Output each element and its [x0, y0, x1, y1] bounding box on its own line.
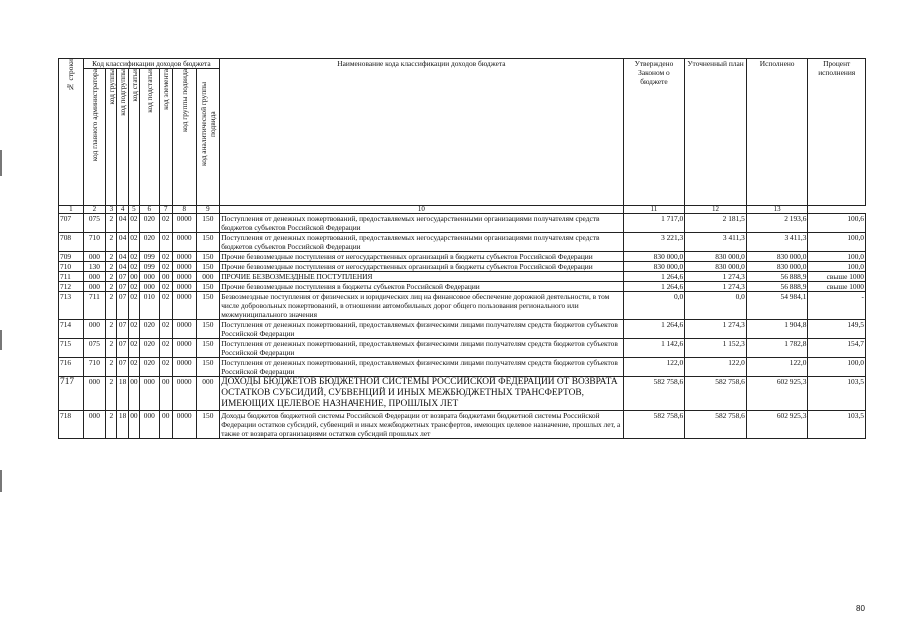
- row-number-cell: 709: [59, 252, 84, 262]
- subarticle-code-cell: 020: [140, 233, 160, 252]
- subarticle-code-cell: 020: [140, 358, 160, 377]
- approved-amount-cell: 0,0: [623, 292, 685, 320]
- group-code-cell: 2: [106, 214, 117, 233]
- table-row: [59, 214, 866, 233]
- subgroup-code-cell: 04: [118, 252, 127, 261]
- code-col-header: код группы: [106, 69, 117, 206]
- plan-amount-cell: 1 274,3: [685, 282, 747, 292]
- analytic-group-code-cell: 150: [196, 214, 220, 233]
- executed-amount-cell: 2 193,6: [746, 214, 808, 233]
- subtype-group-code-cell: 0000: [172, 214, 196, 233]
- scan-edge-mark: [0, 330, 2, 350]
- column-number-cell: 1: [59, 206, 84, 214]
- group-code-cell: 2: [106, 233, 117, 252]
- percent-header: Процент исполнения: [808, 59, 866, 206]
- table-row: [59, 252, 866, 262]
- subtype-group-code-cell: 0000: [172, 339, 196, 358]
- subarticle-code-cell: 010: [140, 292, 160, 320]
- group-code-cell: 2: [106, 339, 117, 358]
- subarticle-code-cell: 000: [140, 272, 160, 282]
- column-number-cell: 4: [117, 206, 128, 214]
- column-number-cell: 13: [746, 206, 808, 214]
- done-header: Исполнено: [746, 59, 808, 206]
- plan-amount-cell: 122,0: [685, 358, 747, 377]
- column-number-cell: 10: [220, 206, 623, 214]
- subarticle-code-cell: 020: [140, 339, 160, 358]
- approved-amount-cell: 3 221,3: [623, 233, 685, 252]
- column-number-cell: 2: [83, 206, 106, 214]
- article-code-cell: 02: [128, 214, 139, 233]
- subtype-group-code-cell: 0000: [172, 252, 196, 262]
- table-row: [59, 282, 866, 292]
- percent-cell: 149,5: [808, 320, 866, 339]
- group-code-cell: 2: [106, 272, 117, 282]
- group-code-cell: 2: [106, 377, 117, 411]
- row-number-cell: 713: [59, 292, 84, 320]
- table-row: [59, 233, 866, 252]
- name-header: Наименование кода классификации доходов бюджета: [220, 59, 623, 206]
- percent-cell: 103,5: [808, 377, 866, 411]
- page-number: 80: [856, 604, 865, 613]
- analytic-group-code-cell: 150: [196, 262, 220, 272]
- analytic-group-code-cell: 150: [196, 339, 220, 358]
- admin-code-cell: 711: [83, 292, 106, 320]
- approved-amount-cell: 830 000,0: [623, 262, 685, 272]
- subgroup-code-cell: 07: [118, 272, 127, 281]
- plan-amount-cell: 582 758,6: [685, 411, 747, 439]
- row-number-cell: 716: [59, 358, 84, 377]
- subtype-group-code-cell: 0000: [172, 320, 196, 339]
- table-row: [59, 377, 866, 411]
- table-row: [59, 339, 866, 358]
- admin-code-cell: 000: [83, 377, 106, 411]
- column-number-cell: 9: [196, 206, 220, 214]
- admin-code-cell: 075: [83, 339, 106, 358]
- group-code-cell: 2: [106, 358, 117, 377]
- element-code-cell: 02: [159, 233, 172, 252]
- percent-cell: 103,5: [808, 411, 866, 439]
- column-number-cell: 6: [140, 206, 160, 214]
- subgroup-code-cell: 04: [118, 262, 127, 271]
- subgroup-code-cell: 07: [117, 292, 128, 320]
- subtype-group-code-cell: 0000: [172, 262, 196, 272]
- row-number-cell: 714: [59, 320, 84, 339]
- percent-cell: свыше 1000: [808, 282, 866, 292]
- executed-amount-cell: 1 782,8: [746, 339, 808, 358]
- approved-amount-cell: 122,0: [623, 358, 685, 377]
- subarticle-code-cell: 000: [140, 377, 160, 411]
- analytic-group-code-cell: 150: [196, 411, 220, 439]
- percent-cell: 100,6: [808, 214, 866, 233]
- article-code-cell: 00: [128, 377, 139, 411]
- row-number-cell: 708: [59, 233, 84, 252]
- article-code-cell: 02: [130, 252, 138, 261]
- element-code-cell: 02: [159, 339, 172, 358]
- article-code-cell: 02: [128, 233, 139, 252]
- code-col-header: код подстатьи: [140, 69, 160, 206]
- element-code-cell: 00: [159, 272, 172, 282]
- column-number-cell: 11: [623, 206, 685, 214]
- percent-cell: 154,7: [808, 339, 866, 358]
- subgroup-code-cell: 18: [117, 377, 128, 411]
- plan-amount-cell: 1 152,3: [685, 339, 747, 358]
- group-code-cell: 2: [106, 262, 117, 272]
- article-code-cell: 02: [128, 358, 139, 377]
- group-code-cell: 2: [106, 282, 117, 292]
- approved-amount-cell: 1 264,6: [623, 320, 685, 339]
- scan-edge-mark: [0, 150, 2, 176]
- column-number-cell: 12: [685, 206, 747, 214]
- revenue-name-cell: Безвозмездные поступления от физических и юридических лиц на финансовое обеспечение дорожной деятельности, в том числе добровольных пожертвований, в отношении автомобильных дорог общего пользования регионального или межмуниципального значения: [220, 292, 623, 320]
- revenue-name-cell: ПРОЧИЕ БЕЗВОЗМЕЗДНЫЕ ПОСТУПЛЕНИЯ: [220, 272, 623, 282]
- table-row: [59, 262, 866, 272]
- subgroup-code-cell: 07: [118, 282, 127, 291]
- table-row: [59, 411, 866, 439]
- percent-cell: 100,0: [808, 233, 866, 252]
- subgroup-code-cell: 07: [117, 358, 128, 377]
- revenue-name-cell: Прочие безвозмездные поступления от негосударственных организаций в бюджеты субъектов Российской Федерации: [220, 252, 623, 262]
- analytic-group-code-cell: 150: [196, 252, 220, 262]
- subgroup-code-cell: 07: [117, 339, 128, 358]
- subtype-group-code-cell: 0000: [172, 377, 196, 411]
- executed-amount-cell: 830 000,0: [746, 252, 808, 262]
- admin-code-cell: 000: [83, 411, 106, 439]
- subtype-group-code-cell: 0000: [172, 282, 196, 292]
- analytic-group-code-cell: 150: [196, 320, 220, 339]
- row-number-cell: 707: [59, 214, 84, 233]
- budget-revenue-table: [58, 58, 866, 439]
- subtype-group-code-cell: 0000: [172, 272, 196, 282]
- element-code-cell: 00: [159, 411, 172, 439]
- element-code-cell: 00: [159, 377, 172, 411]
- row-number-cell: 710: [59, 262, 84, 272]
- admin-code-cell: 000: [83, 252, 106, 262]
- plan-header: Уточненный план: [685, 59, 747, 206]
- executed-amount-cell: 56 888,9: [746, 282, 808, 292]
- revenue-name-cell: Поступления от денежных пожертвований, предоставляемых негосударственными организациями получателям средств бюджетов субъектов Российской Федерации: [220, 214, 623, 233]
- admin-code-cell: 130: [83, 262, 106, 272]
- subtype-group-code-cell: 0000: [172, 233, 196, 252]
- element-code-cell: 02: [159, 320, 172, 339]
- row-number-cell: 712: [59, 282, 84, 292]
- table-row: [59, 320, 866, 339]
- percent-cell: 100,0: [808, 262, 866, 272]
- approved-amount-cell: 1 264,6: [623, 272, 685, 282]
- approved-amount-cell: 582 758,6: [623, 411, 685, 439]
- row-number-cell: 711: [59, 272, 84, 282]
- plan-amount-cell: 1 274,3: [685, 320, 747, 339]
- approved-amount-cell: 582 758,6: [623, 377, 685, 411]
- subarticle-code-cell: 099: [140, 262, 160, 272]
- plan-amount-cell: 1 274,3: [685, 272, 747, 282]
- executed-amount-cell: 56 888,9: [746, 272, 808, 282]
- article-code-cell: 00: [128, 411, 139, 439]
- code-col-header: код элемента: [159, 69, 172, 206]
- plan-amount-cell: 3 411,3: [685, 233, 747, 252]
- approved-amount-cell: 1 717,0: [623, 214, 685, 233]
- plan-amount-cell: 830 000,0: [685, 262, 747, 272]
- subarticle-code-cell: 099: [140, 252, 160, 262]
- subtype-group-code-cell: 0000: [172, 358, 196, 377]
- plan-amount-cell: 582 758,6: [685, 377, 747, 411]
- approved-amount-cell: 1 142,6: [623, 339, 685, 358]
- group-code-cell: 2: [106, 411, 117, 439]
- percent-cell: свыше 1000: [808, 272, 866, 282]
- admin-code-cell: 710: [83, 358, 106, 377]
- subarticle-code-cell: 020: [140, 214, 160, 233]
- code-col-header: код подгруппы: [117, 69, 128, 206]
- analytic-group-code-cell: 000: [196, 377, 220, 411]
- revenue-name-cell: Поступления от денежных пожертвований, предоставляемых физическими лицами получателям средств бюджетов субъектов Российской Федерации: [220, 358, 623, 377]
- executed-amount-cell: 3 411,3: [746, 233, 808, 252]
- admin-code-cell: 710: [83, 233, 106, 252]
- element-code-cell: 02: [159, 282, 172, 292]
- revenue-name-cell: Прочие безвозмездные поступления от негосударственных организаций в бюджеты субъектов Российской Федерации: [220, 262, 623, 272]
- group-code-cell: 2: [106, 320, 117, 339]
- element-code-cell: 02: [159, 292, 172, 320]
- article-code-cell: 02: [128, 339, 139, 358]
- article-code-cell: 00: [130, 272, 138, 281]
- plan-amount-cell: 0,0: [685, 292, 747, 320]
- code-col-header: код группы подвида: [172, 69, 196, 206]
- analytic-group-code-cell: 150: [196, 358, 220, 377]
- table-row: [59, 272, 866, 282]
- column-number-cell: 7: [159, 206, 172, 214]
- article-code-cell: 02: [128, 320, 139, 339]
- element-code-cell: 02: [159, 358, 172, 377]
- subarticle-code-cell: 000: [140, 411, 160, 439]
- analytic-group-code-cell: 150: [196, 233, 220, 252]
- subtype-group-code-cell: 0000: [172, 411, 196, 439]
- article-code-cell: 02: [130, 282, 138, 291]
- subarticle-code-cell: 000: [140, 282, 160, 292]
- element-code-cell: 02: [159, 262, 172, 272]
- admin-code-cell: 000: [83, 282, 106, 292]
- analytic-group-code-cell: 150: [196, 282, 220, 292]
- scan-edge-mark: [0, 470, 2, 492]
- column-number-cell: 3: [106, 206, 117, 214]
- row-no-header: № строки: [59, 59, 84, 206]
- analytic-group-code-cell: 150: [196, 292, 220, 320]
- element-code-cell: 02: [159, 214, 172, 233]
- row-number-cell: 718: [59, 411, 84, 439]
- plan-amount-cell: 830 000,0: [685, 252, 747, 262]
- column-number-row: [59, 206, 866, 214]
- group-code-cell: 2: [106, 292, 117, 320]
- executed-amount-cell: 602 925,3: [746, 411, 808, 439]
- code-col-header: код аналитической группы подвида: [196, 69, 220, 206]
- admin-code-cell: 000: [83, 272, 106, 282]
- revenue-name-cell: Доходы бюджетов бюджетной системы Российской Федерации от возврата бюджетами бюджетной системы Российской Федерации остатков субсидий, субвенций и иных межбюджетных трансфертов, имеющих целевое назначение, прошлых лет, а также от возврата организациями остатков субсидий прошлых лет: [220, 411, 623, 439]
- element-code-cell: 02: [159, 252, 172, 262]
- subgroup-code-cell: 04: [117, 214, 128, 233]
- revenue-name-cell: Поступления от денежных пожертвований, предоставляемых негосударственными организациями получателям средств бюджетов субъектов Российской Федерации: [220, 233, 623, 252]
- admin-code-cell: 000: [83, 320, 106, 339]
- header-row-top: [59, 59, 866, 69]
- table-row: [59, 358, 866, 377]
- article-code-cell: 02: [128, 292, 139, 320]
- subtype-group-code-cell: 0000: [172, 292, 196, 320]
- admin-code-cell: 075: [83, 214, 106, 233]
- article-code-cell: 02: [130, 262, 138, 271]
- subgroup-code-cell: 04: [117, 233, 128, 252]
- row-number-cell: 715: [59, 339, 84, 358]
- revenue-name-cell: Поступления от денежных пожертвований, предоставляемых физическими лицами получателям средств бюджетов субъектов Российской Федерации: [220, 320, 623, 339]
- approved-amount-cell: 1 264,6: [623, 282, 685, 292]
- executed-amount-cell: 1 904,8: [746, 320, 808, 339]
- revenue-name-cell: Прочие безвозмездные поступления в бюджеты субъектов Российской Федерации: [220, 282, 623, 292]
- percent-cell: 100,0: [808, 358, 866, 377]
- code-col-header: код главного администратора: [83, 69, 106, 206]
- executed-amount-cell: 122,0: [746, 358, 808, 377]
- plan-amount-cell: 2 181,5: [685, 214, 747, 233]
- approved-header: Утверждено Законом о бюджете: [623, 59, 685, 206]
- column-number-cell: 8: [172, 206, 196, 214]
- row-number-cell: 717: [59, 377, 84, 411]
- subgroup-code-cell: 18: [117, 411, 128, 439]
- approved-amount-cell: 830 000,0: [623, 252, 685, 262]
- executed-amount-cell: 602 925,3: [746, 377, 808, 411]
- percent-cell: -: [808, 292, 866, 320]
- group-code-cell: 2: [106, 252, 117, 262]
- code-col-header: код статьи: [128, 69, 139, 206]
- revenue-name-cell: Поступления от денежных пожертвований, предоставляемых физическими лицами получателям средств бюджетов субъектов Российской Федерации: [220, 339, 623, 358]
- percent-cell: 100,0: [808, 252, 866, 262]
- subarticle-code-cell: 020: [140, 320, 160, 339]
- executed-amount-cell: 54 984,1: [746, 292, 808, 320]
- subgroup-code-cell: 07: [117, 320, 128, 339]
- revenue-name-cell: ДОХОДЫ БЮДЖЕТОВ БЮДЖЕТНОЙ СИСТЕМЫ РОССИЙСКОЙ ФЕДЕРАЦИИ ОТ ВОЗВРАТА ОСТАТКОВ СУБСИДИЙ, СУБВЕНЦИЙ И ИНЫХ МЕЖБЮДЖЕТНЫХ ТРАНСФЕРТОВ, ИМЕЮЩИХ ЦЕЛЕВОЕ НАЗНАЧЕНИЕ, ПРОШЛЫХ ЛЕТ: [220, 377, 623, 411]
- executed-amount-cell: 830 000,0: [746, 262, 808, 272]
- code-group-header: Код классификации доходов бюджета: [83, 59, 220, 69]
- analytic-group-code-cell: 000: [196, 272, 220, 282]
- column-number-cell: 5: [128, 206, 139, 214]
- table-row: [59, 292, 866, 320]
